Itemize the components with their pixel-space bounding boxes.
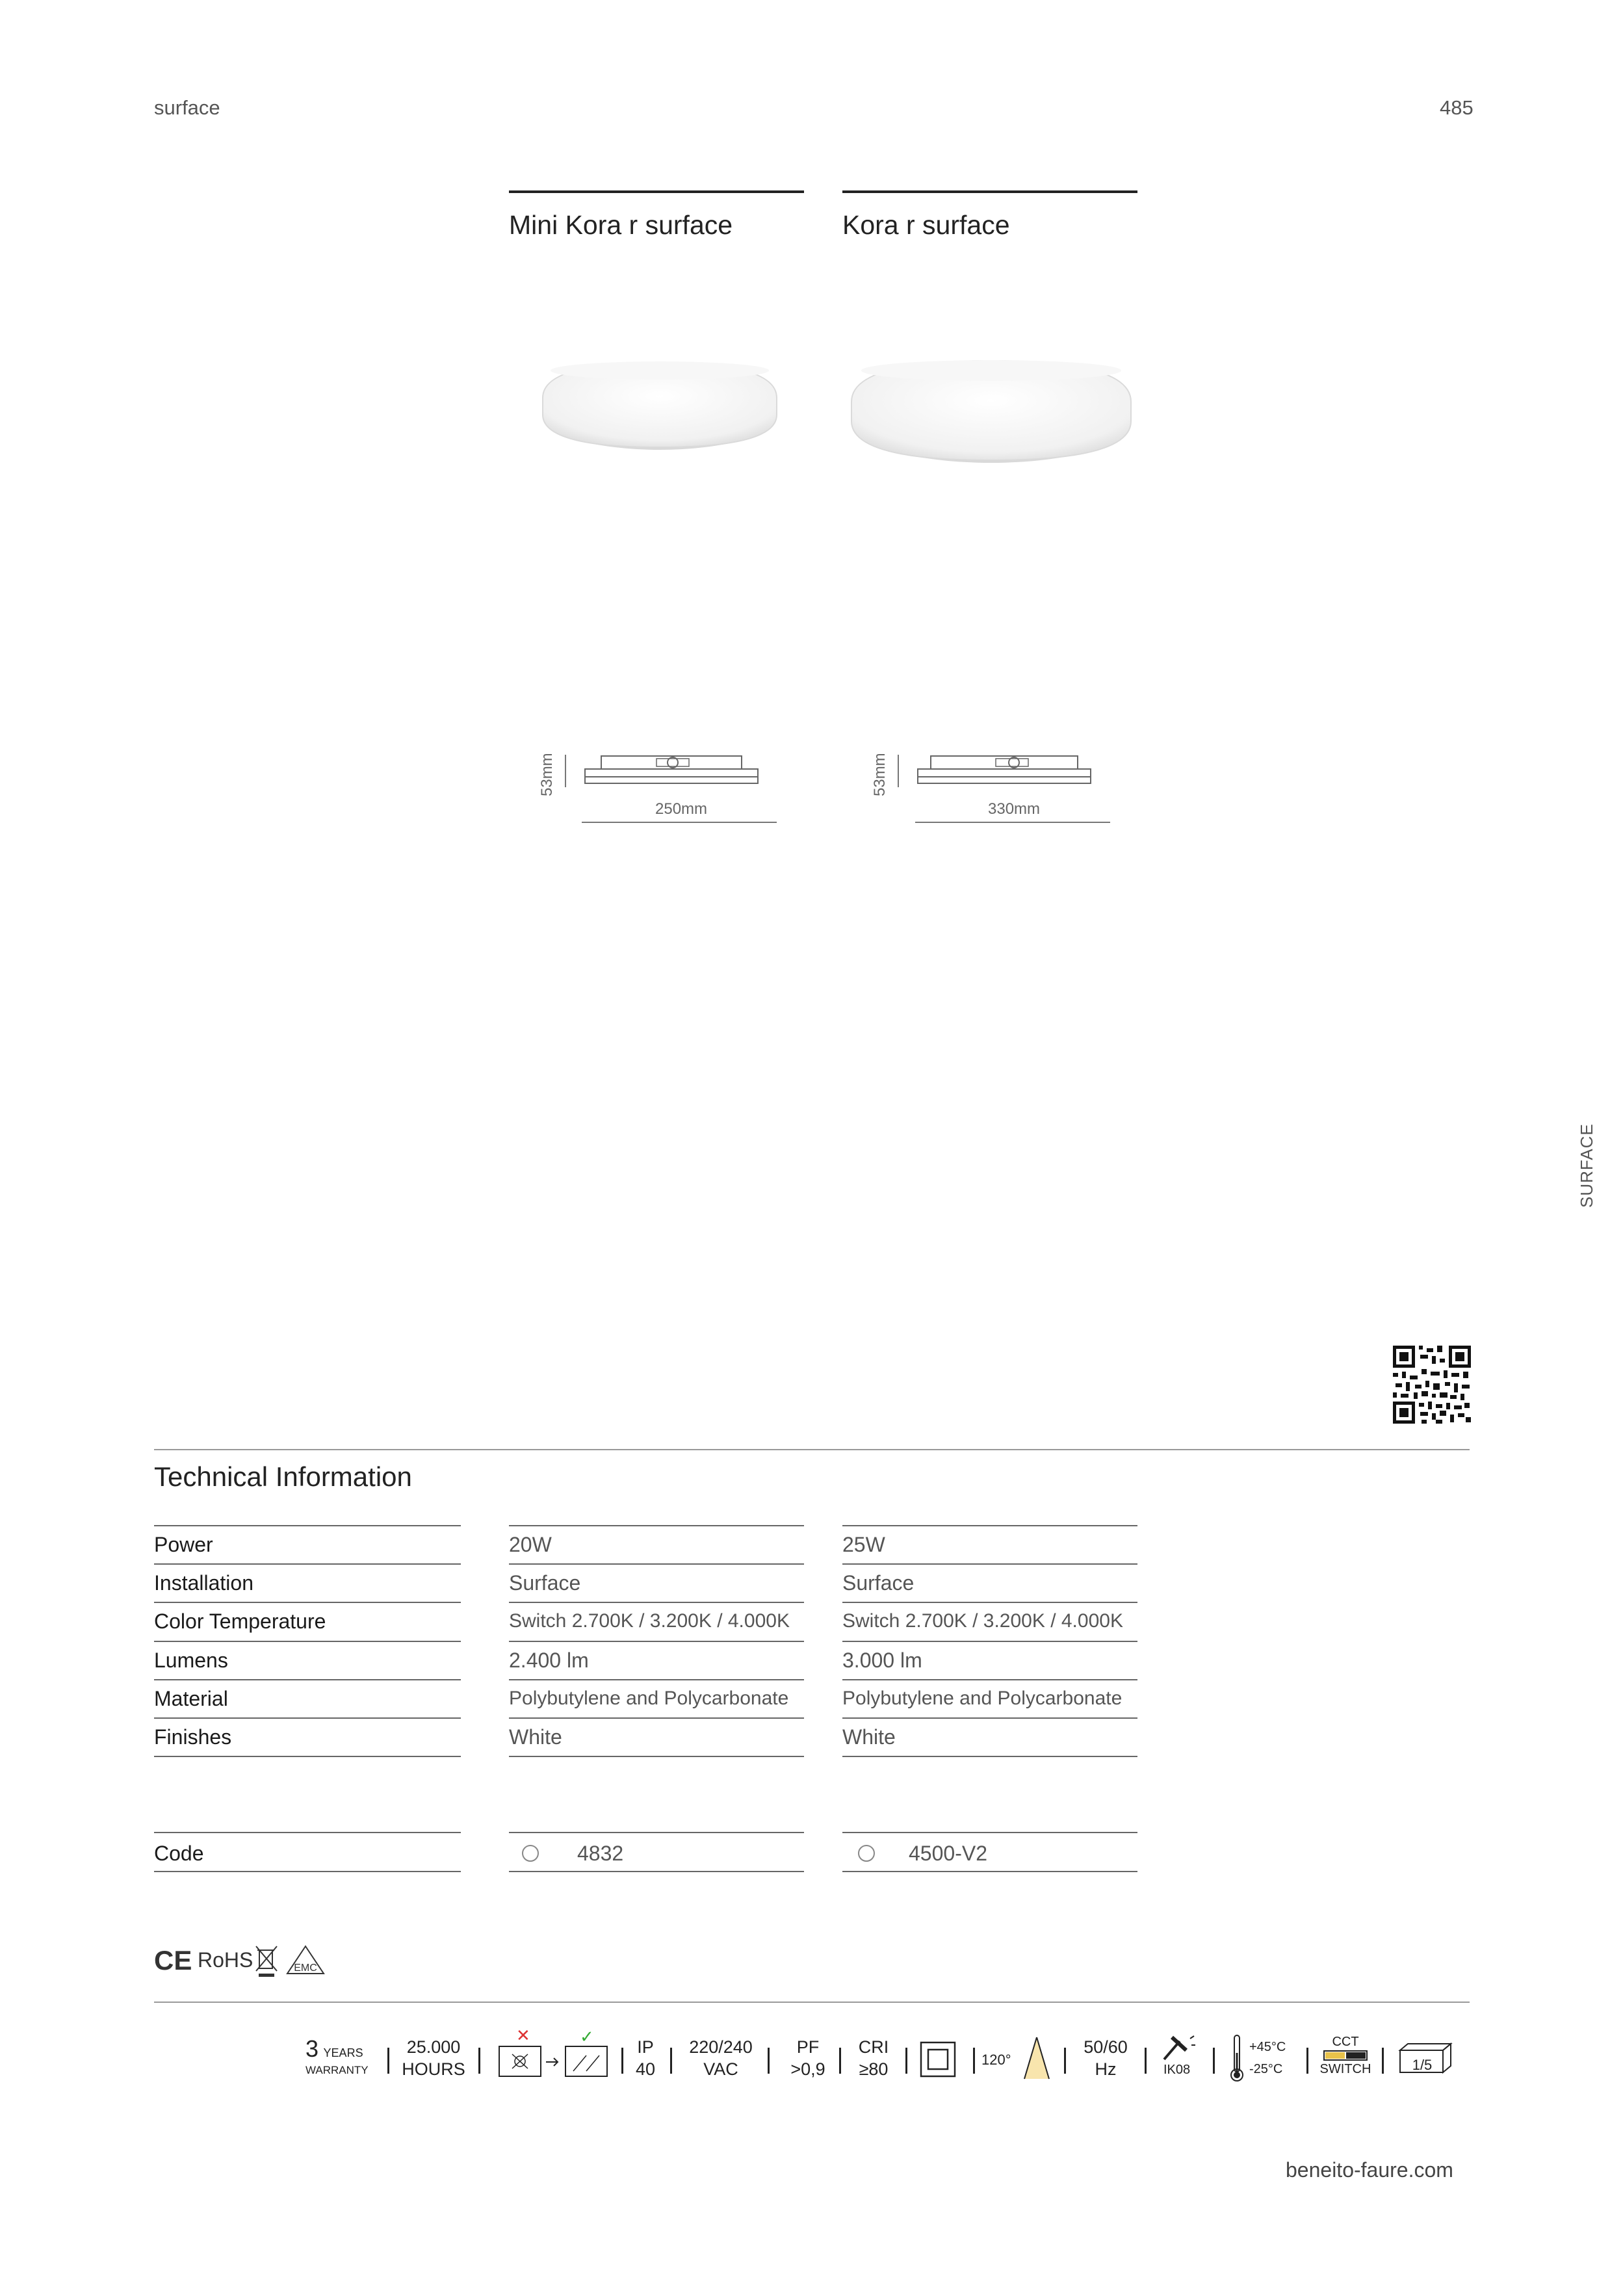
row-label-power: Power <box>154 1533 213 1556</box>
code-label: Code <box>154 1842 204 1865</box>
frequency-unit: Hz <box>1095 2059 1117 2079</box>
ik-rating: IK08 <box>1163 2063 1191 2077</box>
cri-label: CRI <box>858 2037 889 2057</box>
pf-label: PF <box>796 2037 820 2057</box>
thermometer-icon <box>1228 2033 1245 2083</box>
warranty-number: 3 <box>305 2035 319 2062</box>
website-link[interactable]: beneito-faure.com <box>1286 2158 1453 2182</box>
frequency <box>1076 2036 1135 2080</box>
row-line <box>842 1679 1137 1680</box>
separator <box>768 2048 770 2074</box>
row-value: 3.000 lm <box>842 1649 922 1672</box>
row-line <box>509 1525 804 1526</box>
code-value: 4832 <box>577 1842 624 1865</box>
row-value: Surface <box>509 1571 581 1595</box>
row-value: Surface <box>842 1571 915 1595</box>
row-line <box>509 1871 804 1872</box>
row-line <box>154 1756 461 1757</box>
separator <box>973 2048 975 2074</box>
row-line <box>509 1641 804 1642</box>
separator <box>1145 2048 1147 2074</box>
row-value: Polybutylene and Polycarbonate <box>842 1688 1123 1709</box>
svg-text:EMC: EMC <box>294 1963 317 1974</box>
row-value: Switch 2.700K / 3.200K / 4.000K <box>509 1610 790 1632</box>
separator <box>670 2048 672 2074</box>
separator <box>478 2048 480 2074</box>
row-line <box>509 1717 804 1719</box>
row-line <box>509 1756 804 1757</box>
svg-text:✕: ✕ <box>516 2028 530 2046</box>
row-line <box>509 1563 804 1565</box>
row-label-installation: Installation <box>154 1571 253 1595</box>
warranty-badge <box>305 2035 369 2077</box>
separator <box>905 2048 907 2074</box>
separator <box>1064 2048 1066 2074</box>
row-line <box>509 1602 804 1603</box>
voltage-unit: VAC <box>703 2059 738 2079</box>
svg-text:✓: ✓ <box>580 2028 594 2047</box>
row-line <box>842 1756 1137 1757</box>
cri <box>848 2036 900 2080</box>
tech-section-title: Technical Information <box>154 1461 412 1492</box>
separator <box>621 2048 623 2074</box>
code-radio-2[interactable] <box>858 1845 875 1862</box>
code-radio-1[interactable] <box>522 1845 539 1862</box>
row-value: 20W <box>509 1533 552 1556</box>
product-1-height: 53mm <box>538 753 556 796</box>
row-line <box>509 1832 804 1833</box>
cct-bottom-label: SWITCH <box>1319 2062 1371 2076</box>
ip-value: 40 <box>635 2059 656 2079</box>
row-line <box>154 1832 461 1833</box>
temp-max: +45°C <box>1249 2040 1286 2054</box>
section-name: surface <box>154 96 220 119</box>
product-2-height: 53mm <box>871 753 889 796</box>
row-line <box>154 1871 461 1872</box>
warranty-word: WARRANTY <box>305 2064 369 2076</box>
product-2-image <box>845 332 1137 468</box>
ce-mark: CE <box>154 1945 192 1976</box>
row-line <box>842 1525 1137 1526</box>
row-line <box>842 1602 1137 1603</box>
lifetime-hours <box>398 2036 469 2080</box>
beam-angle-icon <box>1020 2035 1053 2081</box>
row-value: White <box>509 1725 562 1749</box>
temp-min: -25°C <box>1249 2062 1283 2076</box>
package-units: 1/5 <box>1412 2057 1433 2073</box>
row-line <box>154 1679 461 1680</box>
row-value: 2.400 lm <box>509 1649 589 1672</box>
separator <box>1382 2048 1384 2074</box>
voltage <box>681 2036 760 2080</box>
row-label-lumens: Lumens <box>154 1649 228 1672</box>
row-line <box>842 1871 1137 1872</box>
warranty-years: YEARS <box>323 2046 363 2059</box>
cct-switch-icon <box>1323 2049 1368 2062</box>
ip-rating <box>632 2036 659 2080</box>
class-ii-insulation-icon <box>920 2041 956 2078</box>
row-line <box>842 1832 1137 1833</box>
cct-switch <box>1319 2035 1371 2076</box>
ip-label: IP <box>637 2037 654 2057</box>
row-label-material: Material <box>154 1687 228 1710</box>
cct-top-label: CCT <box>1332 2035 1359 2049</box>
rohs-mark: RoHS <box>198 1948 253 1972</box>
separator <box>1213 2048 1215 2074</box>
product-2-width: 330mm <box>988 800 1041 818</box>
weee-bin-icon <box>253 1944 279 1977</box>
side-section-tab: SURFACE <box>1577 1123 1596 1208</box>
qr-code[interactable] <box>1393 1346 1471 1424</box>
impact-hammer-icon <box>1160 2033 1197 2062</box>
temperature-range <box>1249 2036 1286 2080</box>
pf-value: >0,9 <box>790 2059 825 2079</box>
row-line <box>154 1602 461 1603</box>
tech-section-rule <box>154 1449 1470 1450</box>
led-replacement-icon <box>495 2028 612 2080</box>
row-label-color-temperature: Color Temperature <box>154 1610 326 1633</box>
hours-label: HOURS <box>402 2059 465 2079</box>
product-2-title: Kora r surface <box>842 210 1010 240</box>
row-line <box>154 1717 461 1719</box>
beam-angle-value: 120° <box>981 2052 1011 2068</box>
row-line <box>842 1717 1137 1719</box>
cri-value: ≥80 <box>859 2059 889 2079</box>
row-line <box>842 1563 1137 1565</box>
voltage-value: 220/240 <box>689 2037 753 2057</box>
row-line <box>154 1525 461 1526</box>
row-line <box>154 1563 461 1565</box>
row-value: 25W <box>842 1533 885 1556</box>
row-label-finishes: Finishes <box>154 1725 232 1749</box>
product-1-rule <box>509 190 804 193</box>
page-number: 485 <box>1440 96 1474 119</box>
emc-icon <box>286 1945 325 1975</box>
power-factor <box>779 2036 837 2080</box>
row-value: Switch 2.700K / 3.200K / 4.000K <box>842 1610 1123 1632</box>
row-line <box>842 1641 1137 1642</box>
separator <box>387 2048 389 2074</box>
separator <box>839 2048 841 2074</box>
product-1-image <box>533 338 786 455</box>
separator <box>1306 2048 1308 2074</box>
code-value: 4500-V2 <box>909 1842 987 1865</box>
row-value: White <box>842 1725 896 1749</box>
row-line <box>154 1641 461 1642</box>
row-line <box>509 1679 804 1680</box>
row-value: Polybutylene and Polycarbonate <box>509 1688 789 1709</box>
hours-value: 25.000 <box>406 2037 461 2057</box>
product-1-width: 250mm <box>655 800 708 818</box>
specs-rule <box>154 2002 1470 2003</box>
product-2-rule <box>842 190 1137 193</box>
product-1-title: Mini Kora r surface <box>509 210 733 240</box>
frequency-value: 50/60 <box>1084 2037 1128 2057</box>
